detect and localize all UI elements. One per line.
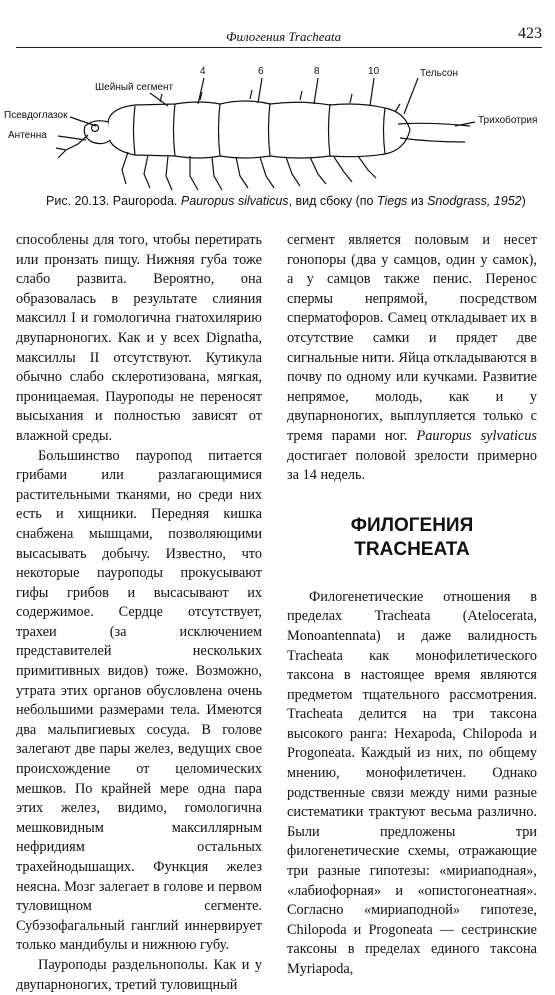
caption-middle: , вид сбоку (по <box>288 194 377 208</box>
left-paragraph-2: Большинство пауропод питается грибами или разлагающимися растительными тканями, но среди них есть и хищники. Передняя кишка снабжена мышцами, позволяющими высасывать добычу. Известно, что некоторые пауроподы прокусывают гифы грибов и высасывают их содержимое. Сердце отсутствует, трахеи (за исключением представителей нескольких примитивных видов) тоже. Возможно, утрата этих органов обусловлена очень небольшими размерами тела. Имеются два мальпигиевых сосуда. В голове залегают две пары желез, ведущих свое происхождение от целомических мешков. По крайней мере одна пара этих желез, видимо, гомологична мешковидным максиллярным нефридиям остальных трахейнодышащих. Функция желез неясна. Мозг залегает в голове и первом туловищном сегменте. Субэзофагальный ганглий иннервирует только мандибулы и нижнюю губу. <box>16 447 262 954</box>
left-column <box>16 231 262 995</box>
label-telson: Тельсон <box>420 68 459 79</box>
label-antenna: Антенна <box>8 130 47 141</box>
running-title: Филогения Tracheata <box>226 29 342 44</box>
caption-author1: Tiegs <box>376 194 408 208</box>
left-paragraph-3: Пауроподы раздельнополы. Как и у двупарноногих, третий туловищный <box>16 956 262 993</box>
caption-species: Pauropus silvaticus <box>180 194 289 208</box>
running-header <box>16 27 542 48</box>
label-segment-6: 6 <box>258 66 264 77</box>
caption-author2: Snodgrass, 1952 <box>427 194 522 208</box>
right-paragraph-2: Филогенетические отношения в пределах Tracheata (Atelocerata, Monoantennata) и даже валидность Tracheata как монофилетического таксона в настоящее время являются предметом тщательного рассмотрения. Tracheata делится на три таксона высокого ранга: Hexapoda, Chilopoda и Progoneata. Каждый из них, по общему мнению, монофилетичен. Однако родственные связи между ними разные систематики трактуют весьма различно. Были предложены три филогенетические схемы, отражающие три разные гипотезы: «мириаподная», «лабиофорная» и «опистогонеатная». Согласно «мириаподной» гипотезе, Chilopoda и Progoneata — сестринские таксоны в пределах единого таксона Myriapoda, <box>287 588 537 977</box>
pauropus-drawing <box>0 60 555 195</box>
right-column <box>287 231 537 980</box>
page-number: 423 <box>518 25 542 42</box>
label-segment-4: 4 <box>200 66 206 77</box>
caption-prefix: Рис. 20.13. Pauropoda. <box>46 194 181 208</box>
caption-from: из <box>407 194 428 208</box>
right-paragraph-1 <box>287 231 537 486</box>
section-title-line-2: TRACHEATA <box>354 538 470 560</box>
section-title <box>287 514 537 562</box>
caption-suffix: ) <box>521 194 526 208</box>
label-pseudoculus: Псевдоглазок <box>4 110 68 121</box>
right-paragraph-1b: достигает половой зрелости примерно за 14 недель. <box>287 447 537 484</box>
section-title-line-1: ФИЛОГЕНИЯ <box>350 514 474 536</box>
label-neck-segment: Шейный сегмент <box>95 82 174 93</box>
right-paragraph-1a: сегмент является половым и несет гонопоры (два у самцов, один у самок), а у самцов также пенис. Перенос спермы непрямой, посредством сперматофоров. Самец откладывает их в отсутствие самки и прядет две сигнальные нити. Яйца откладываются в почву по одному или кучками. Развитие непрямое, молодь, как и у двупарноногих, выплупляется только с тремя парами ног. <box>287 232 537 444</box>
label-segment-8: 8 <box>314 66 320 77</box>
left-paragraph-1: способлены для того, чтобы перетирать или пронзать пищу. Нижняя губа тоже слабо развита. Вероятно, она образовалась в результате слияния максилл I и гомологична гнатохилярию двупарноногих. Как и у всех Dignatha, максиллы II отсутствуют. Кутикула обычно слабо склеротизована, мягкая, проницаемая. Пауроподы не переносят высыхания и полностью зависят от влажной среды. <box>16 232 262 444</box>
right-paragraph-species: Pauropus sylvaticus <box>416 427 537 444</box>
label-segment-10: 10 <box>368 66 380 77</box>
pauropus-figure <box>0 60 555 195</box>
figure-caption <box>46 194 546 208</box>
label-trichobothria: Трихоботрия <box>478 115 538 126</box>
